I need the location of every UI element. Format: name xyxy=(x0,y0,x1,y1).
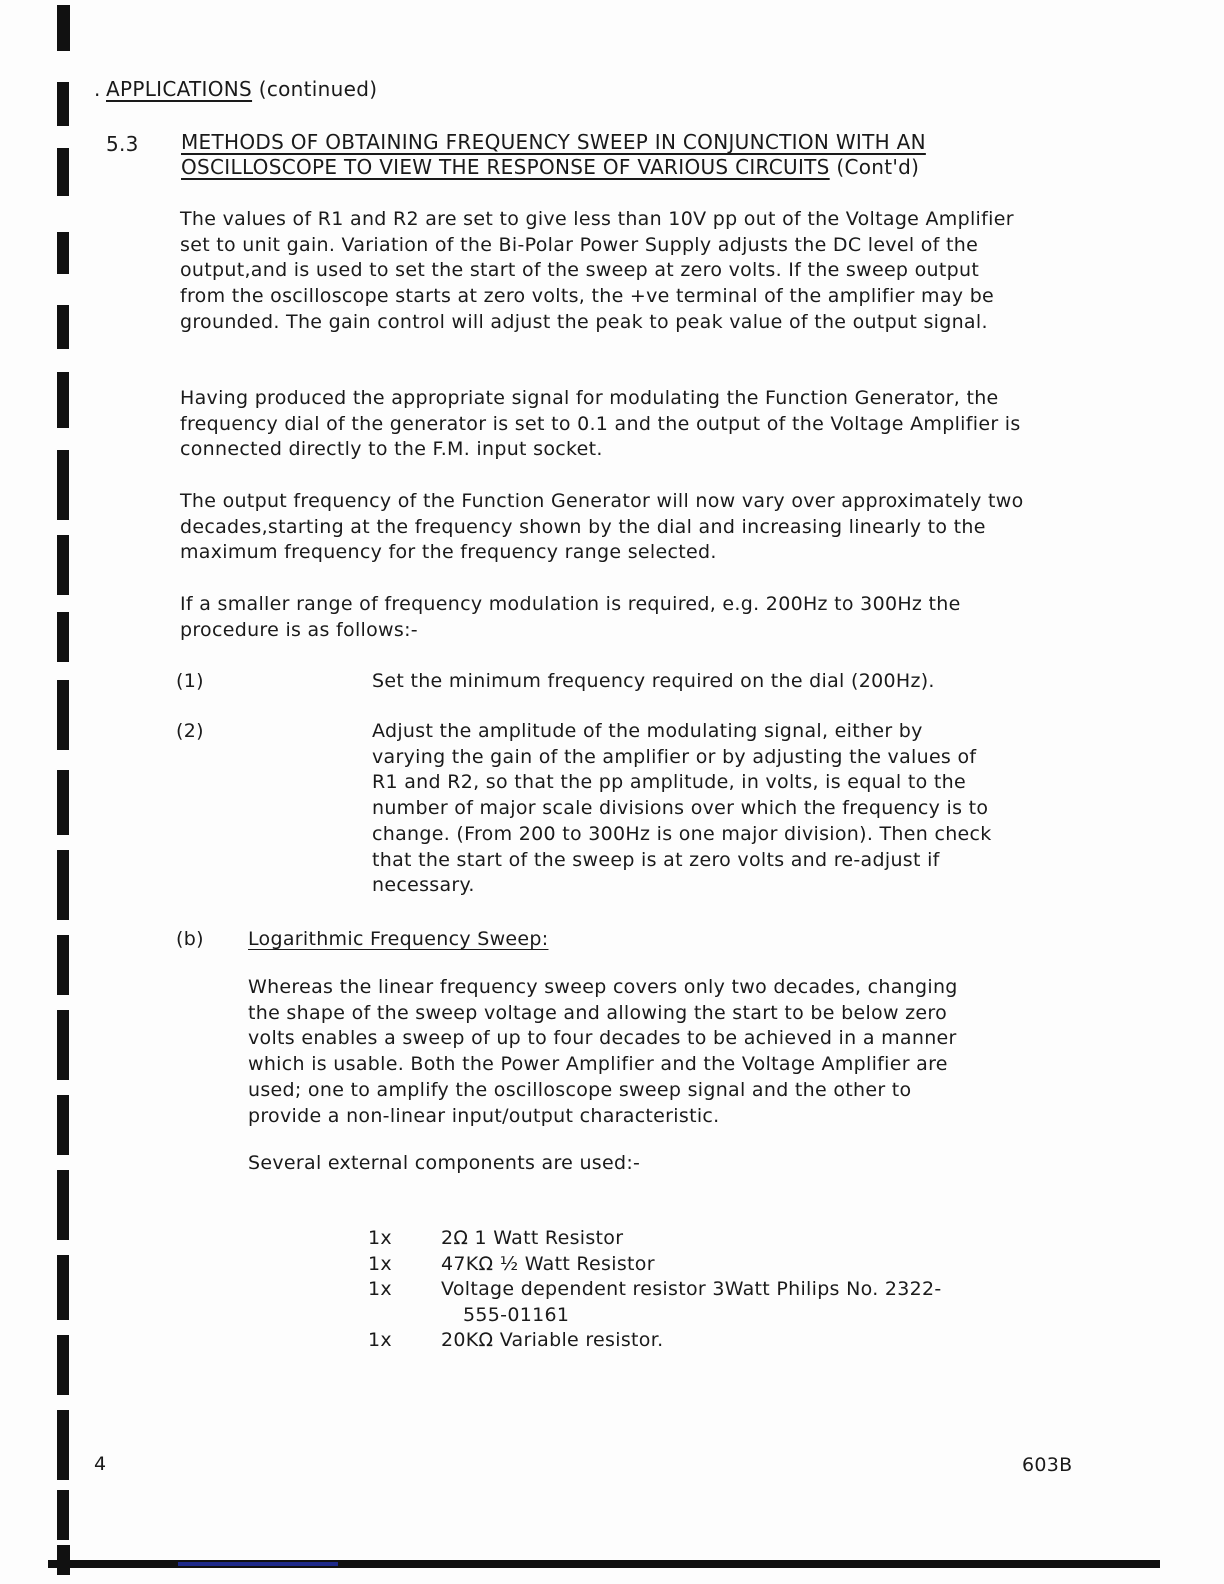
subsection-suffix: (Cont'd) xyxy=(836,155,920,179)
subsection-title: METHODS OF OBTAINING FREQUENCY SWEEP IN CONJUNCTION WITH AN OSCILLOSCOPE TO VIEW THE RESPONSE OF VARIOUS CIRCUITS xyxy=(181,130,926,179)
paragraph-3: The output frequency of the Function Generator will now vary over approximately two decades,starting at the frequency shown by the dial and increasing linearly to the maximum frequency for the frequency range selected. xyxy=(180,490,1024,564)
step-number: (2) xyxy=(176,720,204,742)
component-qty: 1x xyxy=(368,1252,392,1275)
step-number: (1) xyxy=(176,670,204,692)
component-qty: 1x xyxy=(368,1278,392,1300)
part-b-title: Logarithmic Frequency Sweep: xyxy=(248,928,549,950)
step-text: Adjust the amplitude of the modulating signal, either by varying the gain of the amplifier or by adjusting the values of R1 and R2, so that the pp amplitude, in volts, is equal to the number of major scale divisions over which the frequency is to change. (From 200 to 300Hz is one major division). Then check that the start of the sweep is at zero volts and re-adjust if necessary. xyxy=(372,720,992,897)
part-b-paragraph: Whereas the linear frequency sweep covers only two decades, changing the shape of the sweep voltage and allowing the start to be below zero volts enables a sweep of up to four decades to be achieved in a manner which is usable. Both the Power Amplifier and the Voltage Amplifier are used; one to amplify the oscilloscope sweep signal and the other to provide a non-linear input/output characteristic. xyxy=(248,976,958,1127)
component-desc: 2Ω 1 Watt Resistor xyxy=(441,1227,624,1249)
document-code: 603B xyxy=(1022,1454,1073,1476)
component-desc: 20KΩ Variable resistor. xyxy=(441,1329,664,1351)
step-text: Set the minimum frequency required on the dial (200Hz). xyxy=(372,670,935,692)
page-number: 4 xyxy=(94,1453,107,1475)
paragraph-4: If a smaller range of frequency modulation is required, e.g. 200Hz to 300Hz the procedure is as follows:- xyxy=(180,593,961,641)
component-desc: 47KΩ ½ Watt Resistor xyxy=(441,1252,655,1275)
section-suffix: (continued) xyxy=(258,77,378,101)
part-b-label: (b) xyxy=(176,928,204,950)
binding-strip xyxy=(57,0,71,1584)
component-qty: 1x xyxy=(368,1329,392,1351)
component-desc: 555-01161 xyxy=(463,1303,570,1326)
component-desc: Voltage dependent resistor 3Watt Philips No. 2322- xyxy=(441,1278,942,1300)
subsection-heading xyxy=(181,130,1021,180)
paragraph-1: The values of R1 and R2 are set to give less than 10V pp out of the Voltage Amplifier set to unit gain. Variation of the Bi-Polar Power Supply adjusts the DC level of the output,and is used to set the start of the sweep at zero volts. If the sweep output from the oscilloscope starts at zero volts, the +ve terminal of the amplifier may be grounded. The gain control will adjust the peak to peak value of the output signal. xyxy=(180,208,1014,333)
section-heading xyxy=(106,77,377,103)
component-qty: 1x xyxy=(368,1227,392,1249)
paragraph-2: Having produced the appropriate signal for modulating the Function Generator, the frequency dial of the generator is set to 0.1 and the output of the Voltage Amplifier is connected directly to the F.M. input socket. xyxy=(180,387,1021,461)
subsection-number: 5.3 xyxy=(106,132,139,156)
bottom-edge-bar xyxy=(48,1560,1160,1568)
section-dot: . xyxy=(94,77,101,101)
components-intro: Several external components are used:- xyxy=(248,1152,641,1174)
section-title: APPLICATIONS xyxy=(106,77,253,101)
